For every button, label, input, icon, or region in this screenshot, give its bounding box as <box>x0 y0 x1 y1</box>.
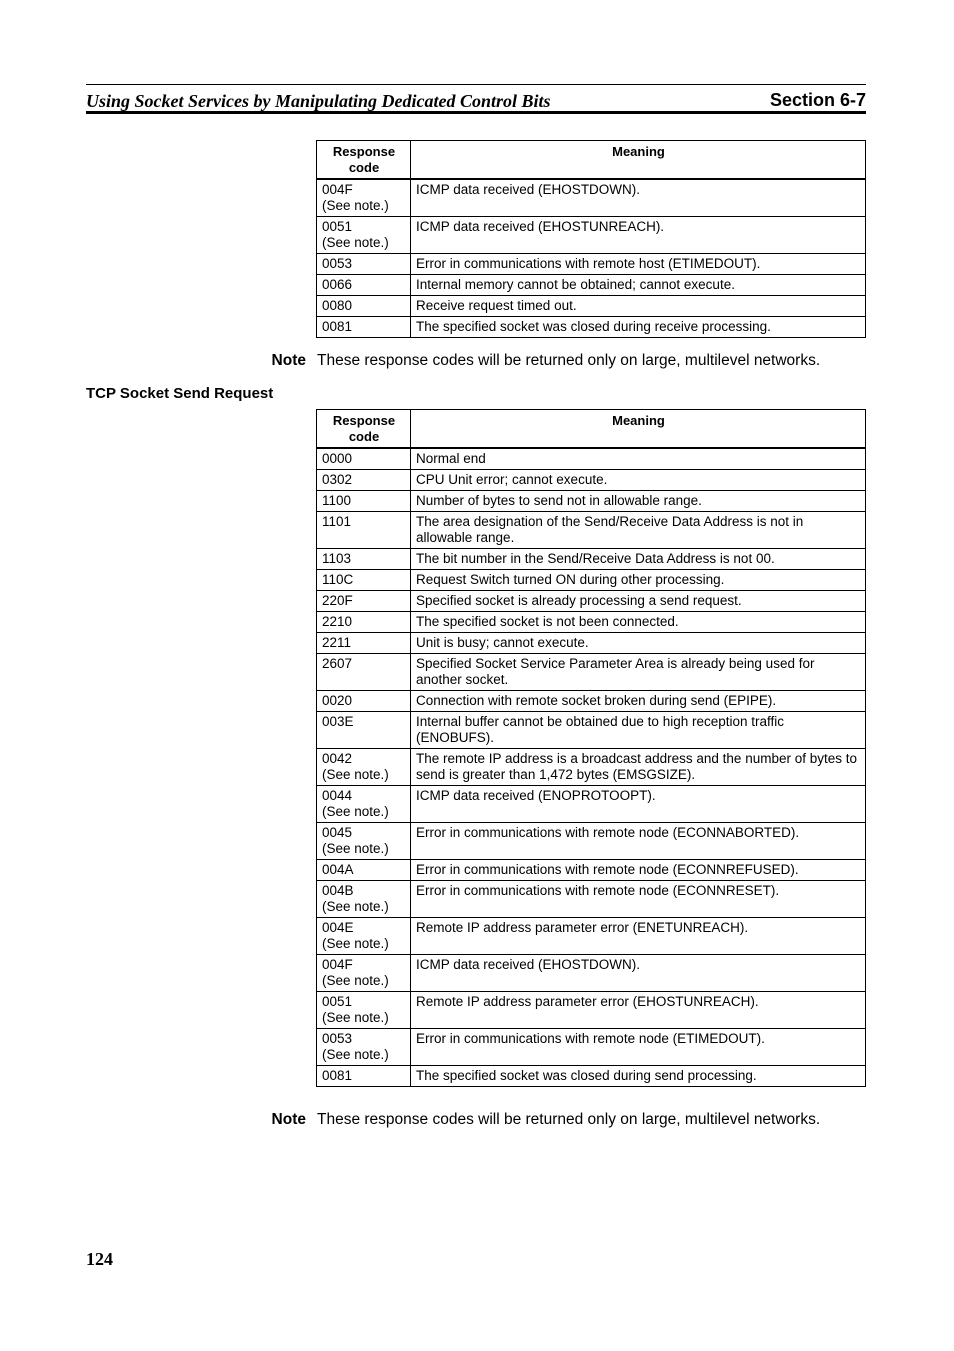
header-title: Using Socket Services by Manipulating Dedicated Control Bits <box>86 91 551 111</box>
table-row <box>317 570 866 591</box>
page-header <box>86 84 866 114</box>
response-code-cell: 0066 <box>317 275 411 296</box>
meaning-cell: ICMP data received (EHOSTDOWN). <box>411 179 866 217</box>
response-code-cell: 2210 <box>317 612 411 633</box>
receive-response-code-table <box>316 140 866 338</box>
response-code-cell: 004A <box>317 860 411 881</box>
response-code-cell: 004B (See note.) <box>317 881 411 918</box>
response-code-cell: 0080 <box>317 296 411 317</box>
note-label: Note <box>271 352 306 369</box>
table-row <box>317 654 866 691</box>
response-code-cell: 0044 (See note.) <box>317 786 411 823</box>
response-code-cell: 1100 <box>317 491 411 512</box>
column-header-response-code: Response code <box>317 141 411 180</box>
column-header-meaning: Meaning <box>411 410 866 449</box>
table-row <box>317 296 866 317</box>
response-code-cell: 0000 <box>317 448 411 470</box>
response-code-cell: 0042 (See note.) <box>317 749 411 786</box>
meaning-cell: Number of bytes to send not in allowable range. <box>411 491 866 512</box>
table-row <box>317 823 866 860</box>
response-code-cell: 0081 <box>317 1066 411 1087</box>
meaning-cell: ICMP data received (EHOSTUNREACH). <box>411 217 866 254</box>
meaning-cell: Normal end <box>411 448 866 470</box>
subheading-tcp-socket-send-request: TCP Socket Send Request <box>86 385 274 402</box>
meaning-cell: Receive request timed out. <box>411 296 866 317</box>
meaning-cell: Internal buffer cannot be obtained due to high reception traffic (ENOBUFS). <box>411 712 866 749</box>
response-code-cell: 110C <box>317 570 411 591</box>
meaning-cell: The bit number in the Send/Receive Data Address is not 00. <box>411 549 866 570</box>
table-row <box>317 612 866 633</box>
response-code-cell: 1101 <box>317 512 411 549</box>
response-code-cell: 0053 <box>317 254 411 275</box>
meaning-cell: Error in communications with remote node (ECONNABORTED). <box>411 823 866 860</box>
table-row <box>317 992 866 1029</box>
meaning-cell: Specified socket is already processing a send request. <box>411 591 866 612</box>
table-row <box>317 470 866 491</box>
table-row <box>317 786 866 823</box>
table-row <box>317 918 866 955</box>
meaning-cell: CPU Unit error; cannot execute. <box>411 470 866 491</box>
meaning-cell: Request Switch turned ON during other processing. <box>411 570 866 591</box>
table-row <box>317 881 866 918</box>
response-code-cell: 0045 (See note.) <box>317 823 411 860</box>
table-row <box>317 179 866 217</box>
table-row <box>317 491 866 512</box>
response-code-cell: 0051 (See note.) <box>317 992 411 1029</box>
note-label: Note <box>271 1111 306 1128</box>
table-row <box>317 275 866 296</box>
meaning-cell: Error in communications with remote node (ECONNREFUSED). <box>411 860 866 881</box>
meaning-cell: Internal memory cannot be obtained; cannot execute. <box>411 275 866 296</box>
table-row <box>317 749 866 786</box>
meaning-cell: Error in communications with remote host (ETIMEDOUT). <box>411 254 866 275</box>
table-row <box>317 860 866 881</box>
page-number: 124 <box>86 1249 113 1269</box>
response-code-cell: 0302 <box>317 470 411 491</box>
response-code-cell: 004E (See note.) <box>317 918 411 955</box>
table-row <box>317 691 866 712</box>
table-row <box>317 512 866 549</box>
response-code-cell: 0051 (See note.) <box>317 217 411 254</box>
response-code-cell: 004F (See note.) <box>317 955 411 992</box>
send-response-code-table <box>316 409 866 1087</box>
meaning-cell: Error in communications with remote node (ECONNRESET). <box>411 881 866 918</box>
response-code-cell: 1103 <box>317 549 411 570</box>
meaning-cell: The area designation of the Send/Receive Data Address is not in allowable range. <box>411 512 866 549</box>
table-row <box>317 1029 866 1066</box>
response-code-cell: 2211 <box>317 633 411 654</box>
meaning-cell: Connection with remote socket broken during send (EPIPE). <box>411 691 866 712</box>
meaning-cell: ICMP data received (ENOPROTOOPT). <box>411 786 866 823</box>
meaning-cell: Specified Socket Service Parameter Area is already being used for another socket. <box>411 654 866 691</box>
column-header-meaning: Meaning <box>411 141 866 180</box>
table-row <box>317 1066 866 1087</box>
meaning-cell: The specified socket is not been connected. <box>411 612 866 633</box>
meaning-cell: Error in communications with remote node (ETIMEDOUT). <box>411 1029 866 1066</box>
meaning-cell: The specified socket was closed during receive processing. <box>411 317 866 338</box>
meaning-cell: Remote IP address parameter error (ENETUNREACH). <box>411 918 866 955</box>
response-code-cell: 0081 <box>317 317 411 338</box>
response-code-cell: 0053 (See note.) <box>317 1029 411 1066</box>
meaning-cell: The specified socket was closed during send processing. <box>411 1066 866 1087</box>
table-row <box>317 448 866 470</box>
note-text: These response codes will be returned only on large, multilevel networks. <box>317 1111 821 1128</box>
response-code-cell: 003E <box>317 712 411 749</box>
table-row <box>317 217 866 254</box>
column-header-response-code: Response code <box>317 410 411 449</box>
note-text: These response codes will be returned only on large, multilevel networks. <box>317 352 821 369</box>
response-code-cell: 2607 <box>317 654 411 691</box>
meaning-cell: The remote IP address is a broadcast address and the number of bytes to send is greater than 1,472 bytes (EMSGSIZE). <box>411 749 866 786</box>
table-row <box>317 712 866 749</box>
response-code-cell: 004F (See note.) <box>317 179 411 217</box>
table-row <box>317 317 866 338</box>
table-row <box>317 254 866 275</box>
meaning-cell: ICMP data received (EHOSTDOWN). <box>411 955 866 992</box>
meaning-cell: Remote IP address parameter error (EHOSTUNREACH). <box>411 992 866 1029</box>
header-section: Section 6-7 <box>769 90 866 110</box>
table-row <box>317 633 866 654</box>
response-code-cell: 220F <box>317 591 411 612</box>
meaning-cell: Unit is busy; cannot execute. <box>411 633 866 654</box>
table-row <box>317 549 866 570</box>
table-row <box>317 955 866 992</box>
table-header-row <box>317 410 866 449</box>
table-header-row <box>317 141 866 180</box>
response-code-cell: 0020 <box>317 691 411 712</box>
table-row <box>317 591 866 612</box>
